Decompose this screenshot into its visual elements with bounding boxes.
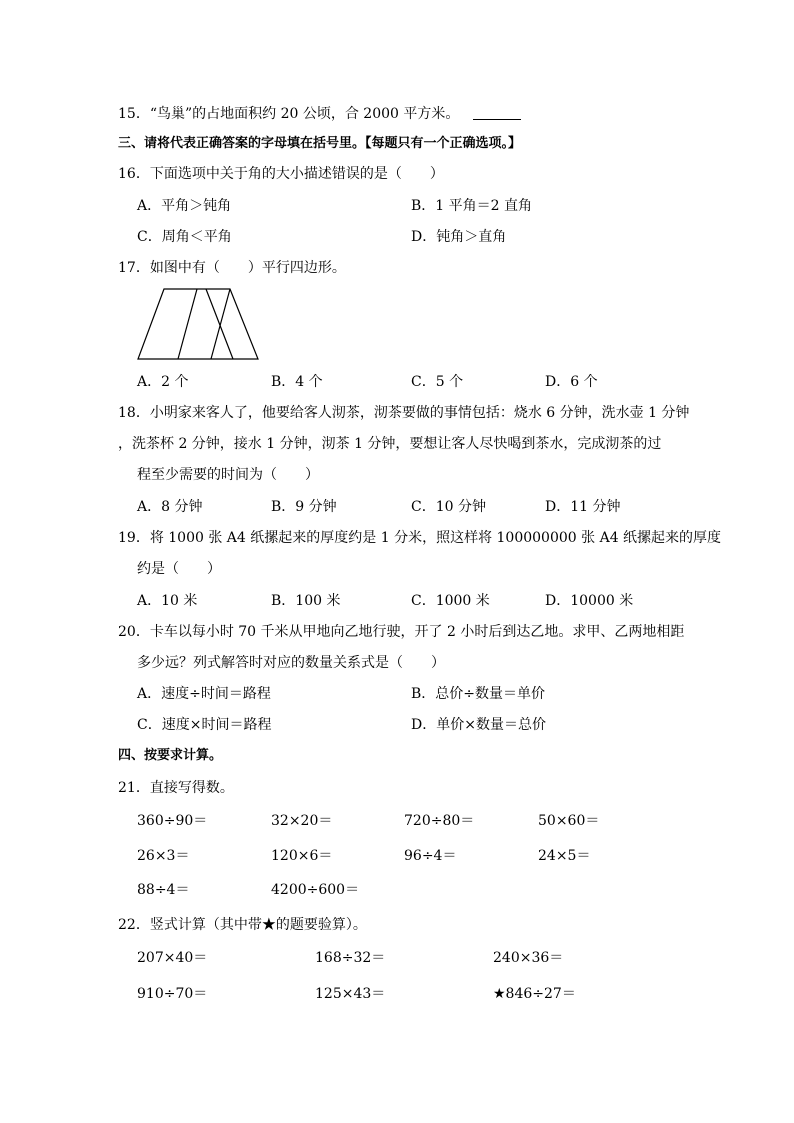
q19-option-d[interactable]: D．10000 米 xyxy=(545,593,634,609)
section-3-title: 三、请将代表正确答案的字母填在括号里。【每题只有一个正确选项。】 xyxy=(118,136,522,151)
question-17-stem: 17．如图中有（ ）平行四边形。 xyxy=(118,260,346,276)
q17-option-b[interactable]: B．4 个 xyxy=(271,374,323,390)
q17-option-a[interactable]: A．2 个 xyxy=(137,374,189,390)
q16-option-a[interactable]: A．平角＞钝角 xyxy=(137,198,232,214)
q21-item: 360÷90＝ xyxy=(137,813,208,829)
q19-option-c[interactable]: C．1000 米 xyxy=(411,593,490,609)
q21-item: 96÷4＝ xyxy=(404,848,457,864)
section-4-title: 四、按要求计算。 xyxy=(118,748,223,763)
q21-item: 50×60＝ xyxy=(538,813,600,829)
question-18-line-2: ，洗茶杯 2 分钟，接水 1 分钟，沏茶 1 分钟，要想让客人尽快喝到茶水，完成沏茶的过 xyxy=(118,436,662,452)
q20-option-b[interactable]: B．总价÷数量＝单价 xyxy=(411,686,546,702)
q22-item: 910÷70＝ xyxy=(137,986,208,1002)
question-18-line-3: 程至少需要的时间为（ ） xyxy=(137,467,319,483)
q21-item: 720÷80＝ xyxy=(404,813,475,829)
q16-option-d[interactable]: D．钝角＞直角 xyxy=(411,229,507,245)
answer-blank[interactable] xyxy=(473,105,521,120)
q22-item: 168÷32＝ xyxy=(315,950,386,966)
question-16-stem: 16．下面选项中关于角的大小描述错误的是（ ） xyxy=(118,166,444,182)
question-15 xyxy=(118,104,521,124)
q18-option-d[interactable]: D．11 分钟 xyxy=(545,499,621,515)
question-15-text: 15．“鸟巢”的占地面积约 20 公顷，合 2000 平方米。 xyxy=(118,106,460,122)
q20-option-c[interactable]: C．速度×时间＝路程 xyxy=(137,717,272,733)
parallelogram-figure xyxy=(135,286,261,362)
question-22-stem: 22．竖式计算（其中带★的题要验算）。 xyxy=(118,917,367,933)
q22-item: 125×43＝ xyxy=(315,986,386,1002)
q16-option-b[interactable]: B．1 平角＝2 直角 xyxy=(411,198,533,214)
segment-3 xyxy=(211,289,230,359)
q21-item: 24×5＝ xyxy=(538,848,591,864)
q21-item: 26×3＝ xyxy=(137,848,190,864)
q18-option-c[interactable]: C．10 分钟 xyxy=(411,499,486,515)
q22-item: 207×40＝ xyxy=(137,950,208,966)
q22-item: ★846÷27＝ xyxy=(493,986,576,1002)
question-19-line-1: 19．将 1000 张 A4 纸摞起来的厚度约是 1 分米，照这样将 100000000 张 A4 纸摞起来的厚度 xyxy=(118,530,722,546)
question-18-line-1: 18．小明家来客人了，他要给客人沏茶，沏茶要做的事情包括：烧水 6 分钟，洗水壶 1 分钟 xyxy=(118,405,690,421)
question-19-line-2: 约是（ ） xyxy=(137,561,221,577)
q19-option-b[interactable]: B．100 米 xyxy=(271,593,341,609)
segment-1 xyxy=(178,289,197,359)
question-21-stem: 21．直接写得数。 xyxy=(118,780,234,796)
q21-item: 4200÷600＝ xyxy=(271,882,360,898)
q20-option-a[interactable]: A．速度÷时间＝路程 xyxy=(137,686,271,702)
q21-item: 120×6＝ xyxy=(271,848,333,864)
question-20-line-2: 多少远？列式解答时对应的数量关系式是（ ） xyxy=(137,655,445,671)
trapezoid-outline xyxy=(138,289,258,359)
q18-option-b[interactable]: B．9 分钟 xyxy=(271,499,337,515)
segment-2 xyxy=(206,289,233,359)
q21-item: 32×20＝ xyxy=(271,813,333,829)
question-20-line-1: 20．卡车以每小时 70 千米从甲地向乙地行驶，开了 2 小时后到达乙地。求甲、乙两地相距 xyxy=(118,624,685,640)
q17-option-c[interactable]: C．5 个 xyxy=(411,374,464,390)
q22-item: 240×36＝ xyxy=(493,950,564,966)
q20-option-d[interactable]: D．单价×数量＝总价 xyxy=(411,717,546,733)
q18-option-a[interactable]: A．8 分钟 xyxy=(137,499,203,515)
q16-option-c[interactable]: C．周角＜平角 xyxy=(137,229,232,245)
q21-item: 88÷4＝ xyxy=(137,882,190,898)
q17-option-d[interactable]: D．6 个 xyxy=(545,374,598,390)
q19-option-a[interactable]: A．10 米 xyxy=(137,593,198,609)
